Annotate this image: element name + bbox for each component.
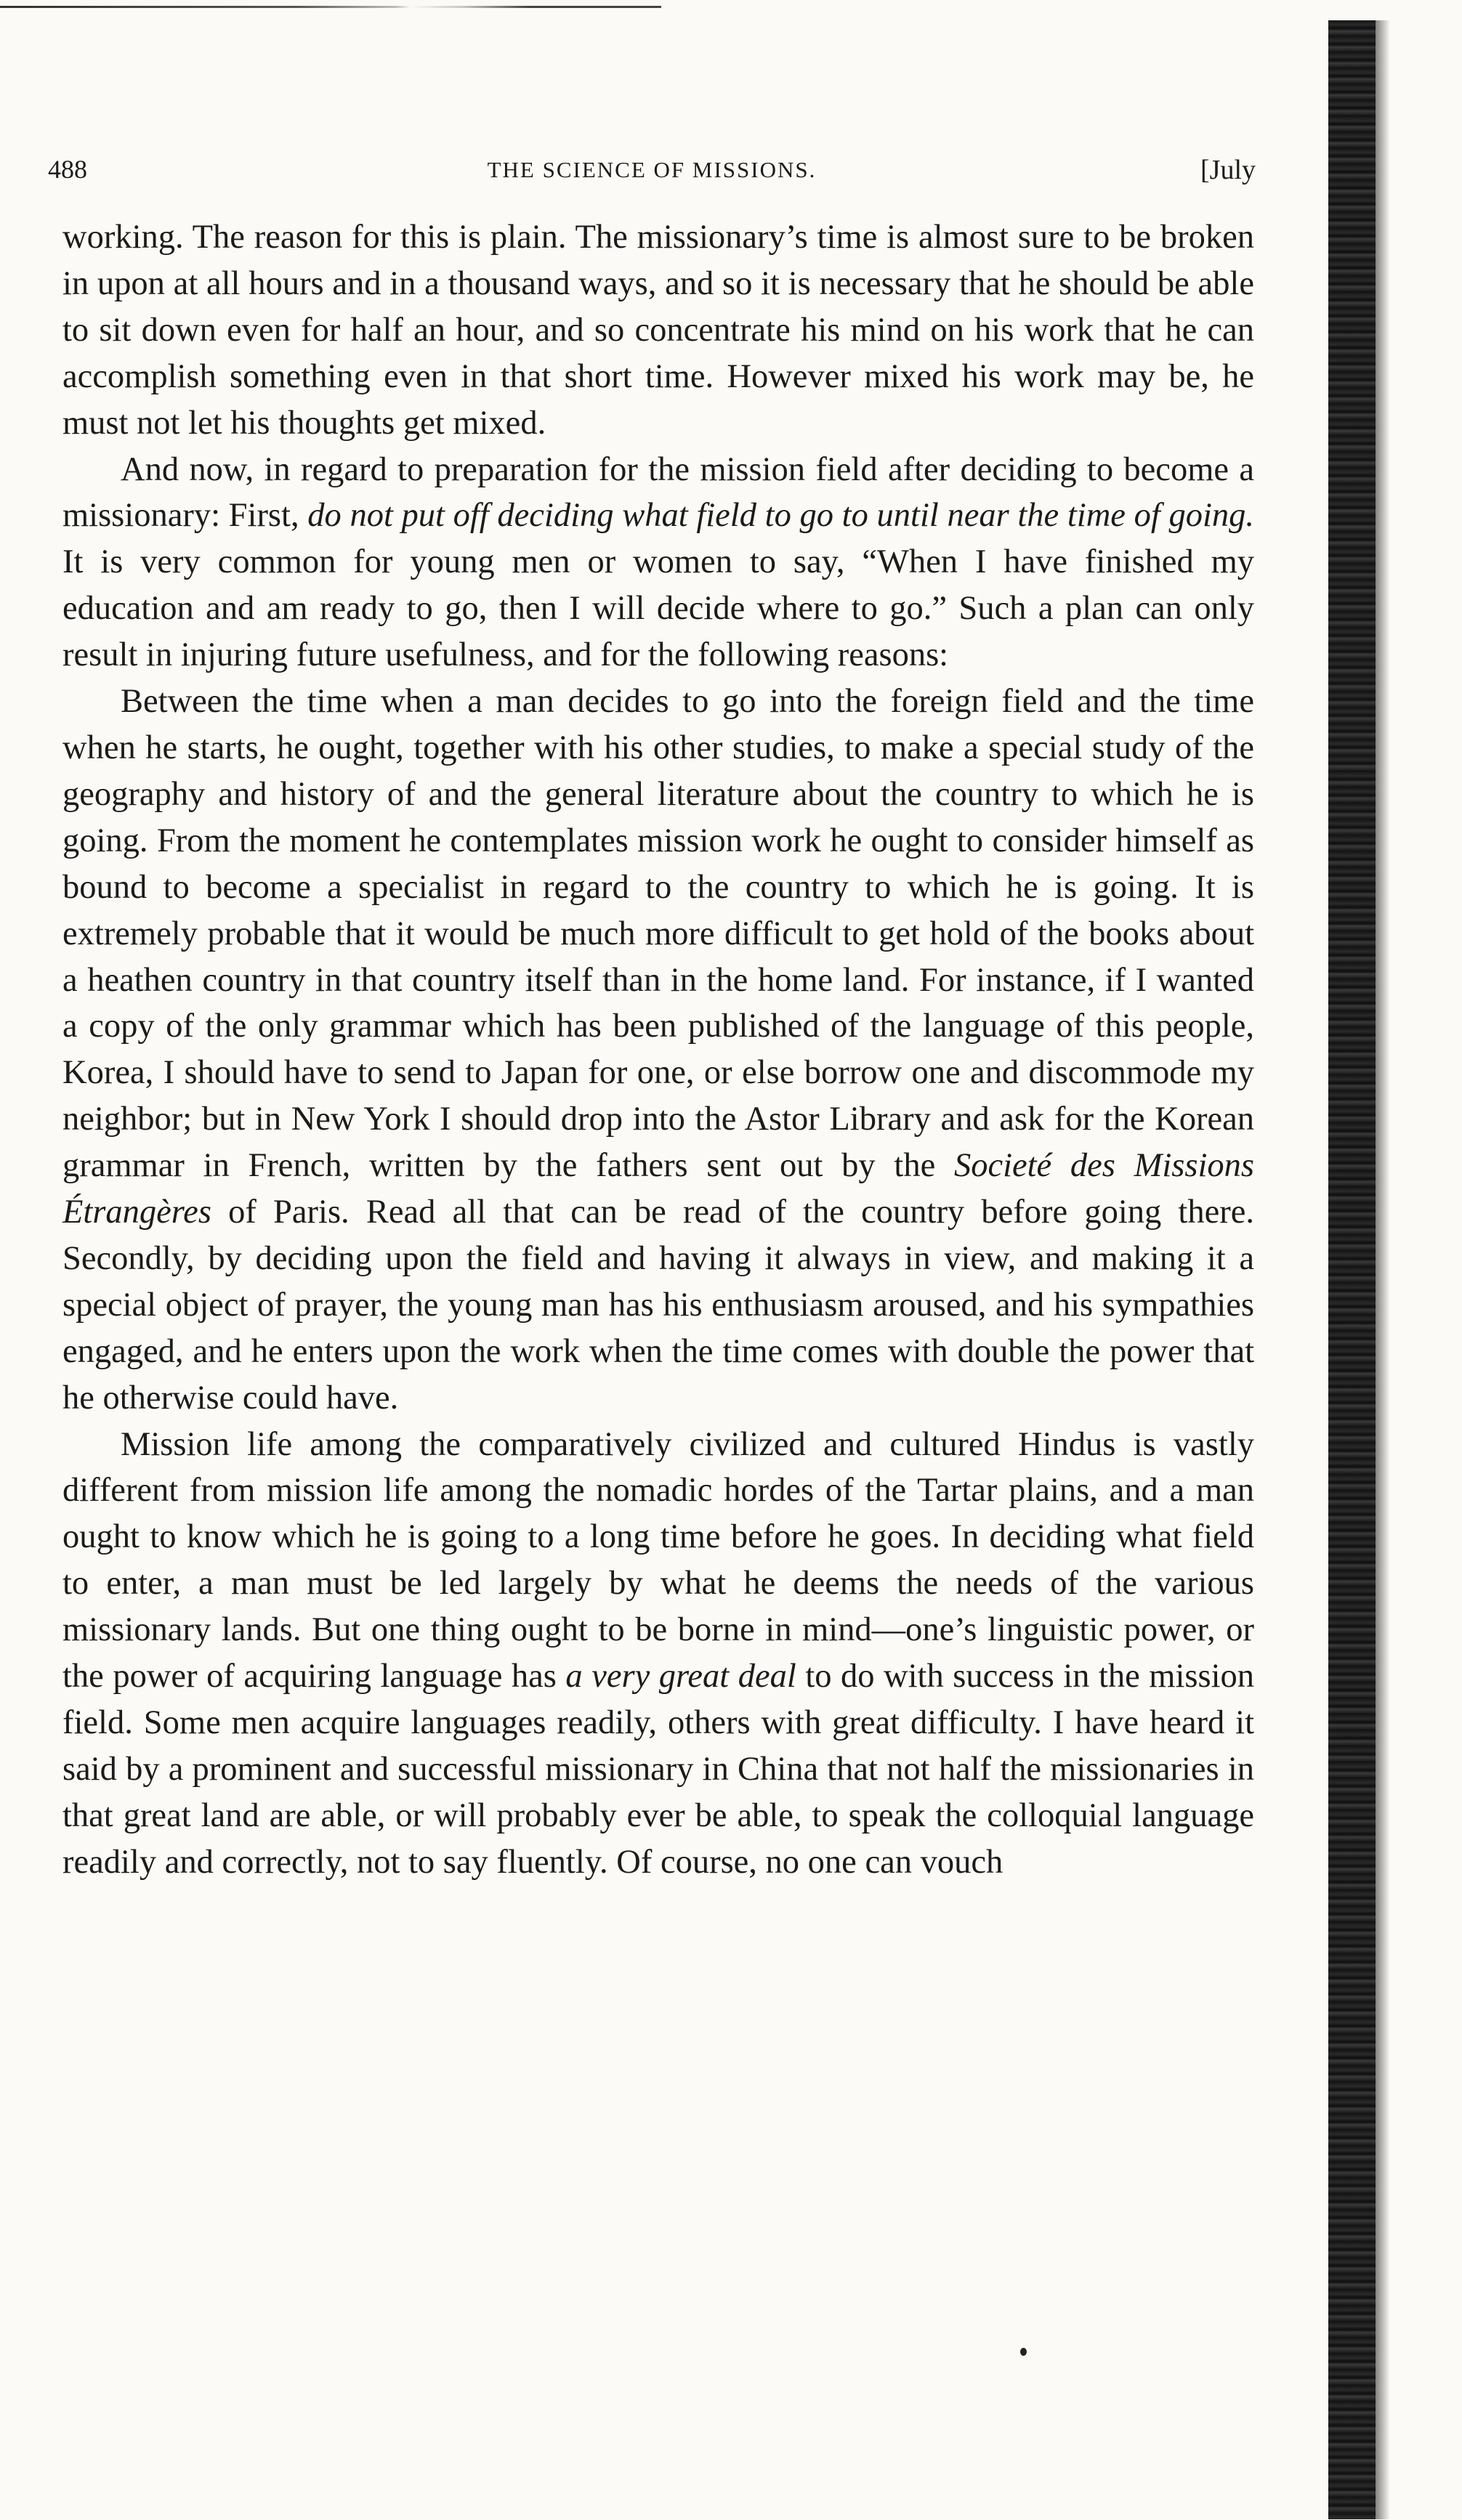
page-number: 488 xyxy=(48,155,87,184)
running-title: THE SCIENCE OF MISSIONS. xyxy=(487,157,817,182)
page-top-rule xyxy=(0,6,661,8)
paragraph-field-choice xyxy=(62,1422,1254,1886)
body-text xyxy=(62,214,1254,1886)
scanned-binding-edge xyxy=(1328,20,1376,2519)
italic-text: a very great deal xyxy=(565,1658,796,1695)
running-date: [July xyxy=(1200,155,1256,185)
paragraph-specialist-study xyxy=(62,678,1254,1422)
paragraph-preparation xyxy=(62,447,1254,679)
text-run: It is very common for young men or women to say, “When I have finished my education and am ready to go, then I will decide where to go.” Such a plan can only result in injuring future usefulness, and for the following reasons: xyxy=(62,543,1254,674)
text-run: Between the time when a man decides to go into the foreign field and the time when he starts, he ought, together with his other studies, to make a special study of the geography and history of and the general literature about the country to which he is going. From the moment he contemplates mission work he ought to consider himself as bound to become a specialist in regard to the country to which he is going. It is extremely probable that it would be much more difficult to get hold of the books about a heathen country in that country itself than in the home land. For instance, if I wanted a copy of the only grammar which has been published of the language of this people, Korea, I should have to send to Japan for one, or else borrow one and discommode my neighbor; but in New York I should drop into the Astor Library and ask for the Korean grammar in French, written by the fathers sent out by the xyxy=(62,683,1254,1185)
paragraph-continued xyxy=(62,214,1254,447)
text-run: working. The reason for this is plain. The missionary’s time is almost sure to be broken in upon at all hours and in a thousand ways, and so it is necessary that he should be able to sit down even for half an hour, and so concentrate his mind on his work that he can accomplish something even in that short time. However mixed his work may be, he must not let his thoughts get mixed. xyxy=(62,219,1254,442)
italic-text: do not put off deciding what field to go to until near the time of going. xyxy=(307,497,1254,535)
italic-text: Societé des Missions Étrangères xyxy=(62,1147,1254,1231)
scanned-binding-shadow xyxy=(1376,20,1390,2519)
running-head xyxy=(48,154,1256,198)
text-run: of Paris. Read all that can be read of the country before going there. Secondly, by deciding upon the field and having it always in view, and making it a special object of prayer, the young man has his enthusiasm aroused, and his sympathies engaged, and he enters upon the work when the time comes with double the power that he otherwise could have. xyxy=(62,1194,1254,1417)
text-run: And now, in regard to preparation for the mission field after deciding to become a missionary: First, xyxy=(62,450,1254,535)
text-run: Mission life among the comparatively civilized and cultured Hindus is vastly different from mission life among the nomadic hordes of the Tartar plains, and a man ought to know which he is going to a long time before he goes. In deciding what field to enter, a man must be led largely by what he deems the needs of the various missionary lands. But one thing ought to be borne in mind—one’s linguistic power, or the power of acquiring language has xyxy=(62,1425,1254,1695)
stray-ink-mark xyxy=(1020,2348,1027,2356)
text-run: to do with success in the mission field. Some men acquire languages readily, others with great difficulty. I have heard it said by a prominent and successful missionary in China that not half the missionaries in that great land are able, or will probably ever be able, to speak the colloquial language readily and correctly, not to say fluently. Of course, no one can vouch xyxy=(62,1658,1255,1881)
